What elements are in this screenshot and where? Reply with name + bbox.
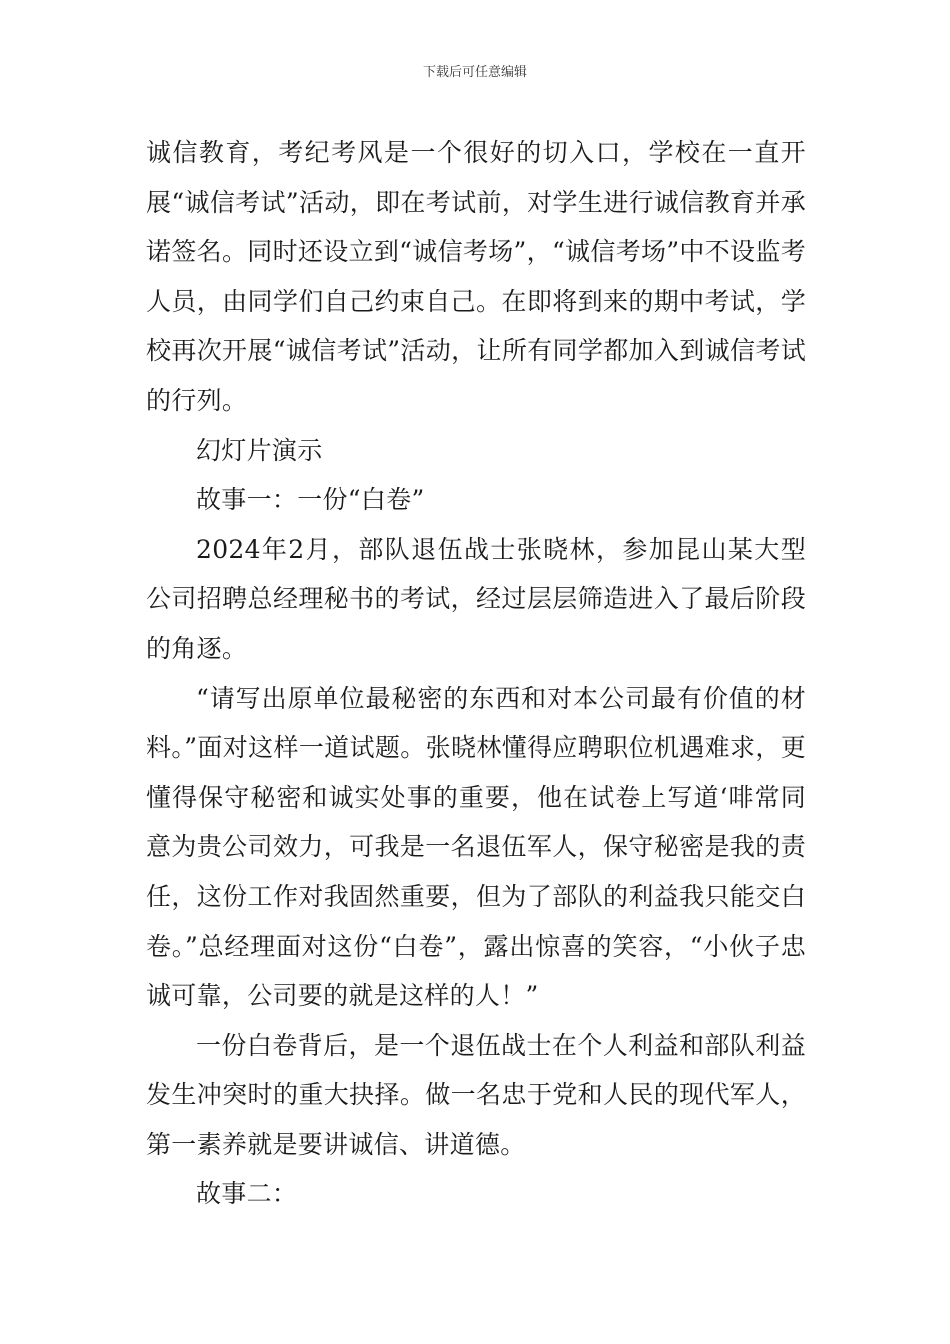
heading-story-two: 故事二： bbox=[196, 1179, 298, 1209]
paragraph-slideshow: 幻灯片演示 bbox=[196, 435, 323, 465]
paragraph-story-one-intro: 2024年2月，部队退伍战士张晓林，参加昆山某大型公司招聘总经理秘书的考试，经过层层筛造进入了最后阶段的角逐。 bbox=[146, 534, 806, 663]
paragraph-integrity-education: 诚信教育，考纪考风是一个很好的切入口，学校在一直开展“诚信考试”活动，即在考试前，对学生进行诚信教育并承诺签名。同时还设立到“诚信考场”，“诚信考场”中不设监考人员，由同学们自己约束自己。在即将到来的期中考试，学校再次开展“诚信考试”活动，让所有同学都加入到诚信考试的行列。 bbox=[146, 138, 806, 415]
page-header-note: 下载后可任意编辑 bbox=[422, 65, 527, 80]
document-body bbox=[146, 128, 806, 1219]
heading-story-one: 故事一：一份“白卷” bbox=[196, 485, 425, 515]
paragraph-story-one-exam: “请写出原单位最秘密的东西和对本公司最有价值的材料。”面对这样一道试题。张晓林懂得应聘职位机遇难求，更懂得保守秘密和诚实处事的重要，他在试卷上写道‘啡常同意为贵公司效力，可我是一名退伍军人，保守秘密是我的责任，这份工作对我固然重要，但为了部队的利益我只能交白卷。”总经理面对这份“白卷”，露出惊喜的笑容，“小伙子忠诚可靠，公司要的就是这样的人！” bbox=[146, 683, 806, 1011]
paragraph-story-one-conclusion: 一份白卷背后，是一个退伍战士在个人利益和部队利益发生冲突时的重大抉择。做一名忠于党和人民的现代军人，第一素养就是要讲诚信、讲道德。 bbox=[146, 1030, 806, 1159]
